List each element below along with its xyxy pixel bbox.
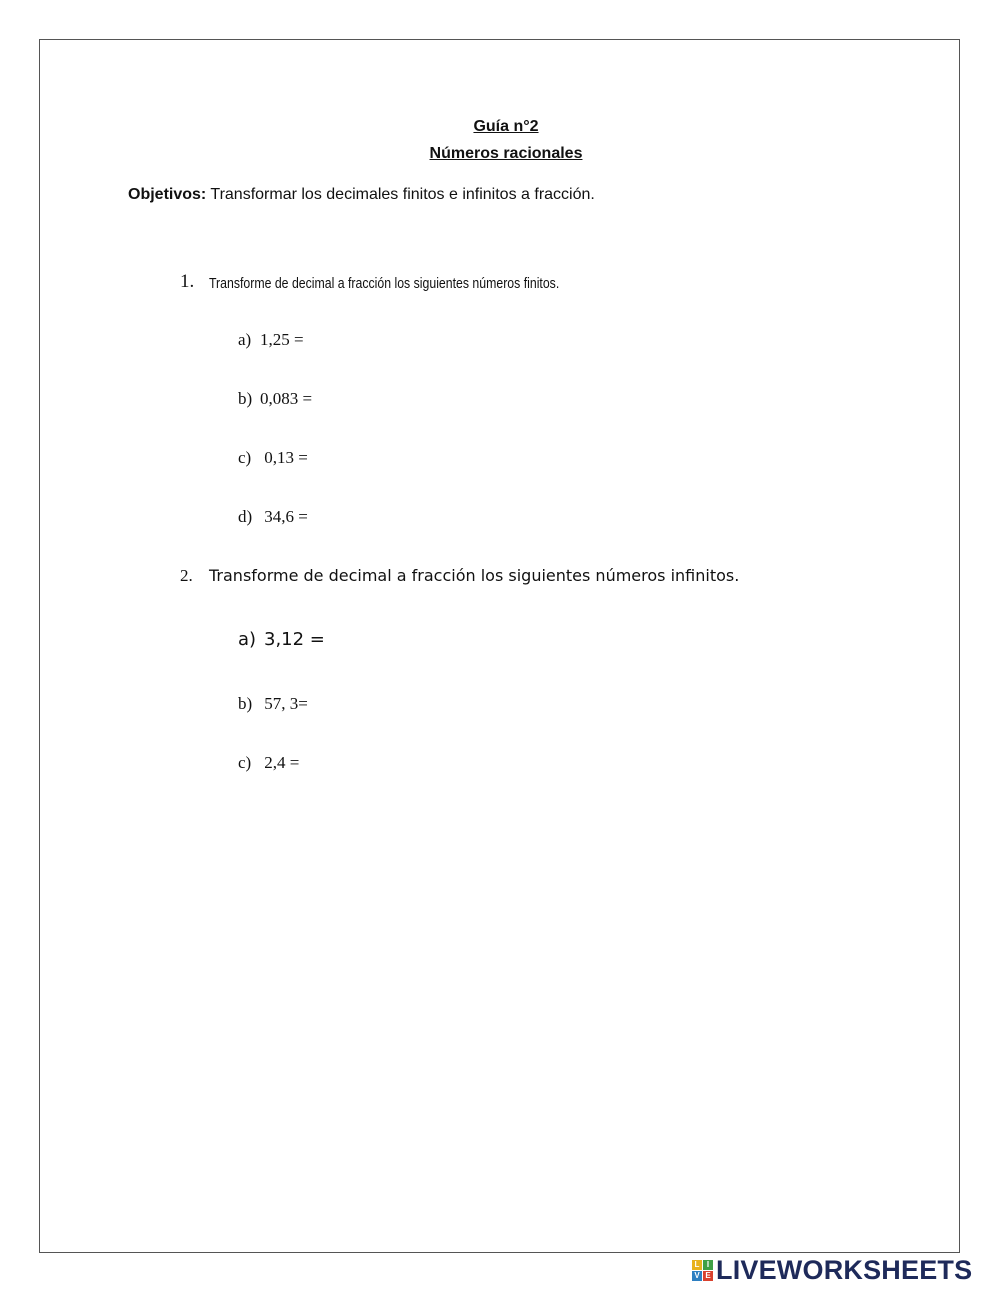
question-2-number: 2. (180, 566, 193, 585)
logo-tile: V (692, 1271, 702, 1281)
item-label: a) (238, 330, 252, 349)
objective-text: Transformar los decimales finitos e infinitos a fracción. (206, 186, 595, 203)
item-value: 2,4 = (260, 753, 300, 772)
item-label: d) (238, 507, 253, 526)
item-label: c) (238, 448, 252, 467)
question-2-item-c (238, 753, 299, 773)
page-subtitle: Números racionales (429, 145, 583, 162)
item-label: b) (238, 389, 253, 408)
item-value: 3,12 = (264, 629, 325, 650)
liveworksheets-logo (692, 1256, 972, 1284)
question-1-item-d (238, 507, 308, 527)
item-value: 1,25 = (260, 330, 304, 349)
objective (128, 186, 595, 204)
logo-tile: I (703, 1260, 713, 1270)
question-1-item-a (238, 330, 304, 350)
item-value: 0,083 = (260, 389, 313, 408)
page-border (39, 39, 960, 1253)
logo-text: LIVEWORKSHEETS (716, 1254, 973, 1285)
item-value: 34,6 = (260, 507, 308, 526)
item-label: c) (238, 753, 252, 772)
question-1-number: 1. (180, 271, 195, 292)
item-value: 57, 3= (260, 694, 308, 713)
question-1-item-b (238, 389, 312, 409)
question-2-text: Transforme de decimal a fracción los siguientes números infinitos. (209, 566, 740, 585)
question-1-item-c (238, 448, 308, 468)
question-2-item-b (238, 694, 308, 714)
question-2-item-a (238, 629, 325, 650)
logo-tile: E (703, 1271, 713, 1281)
item-label: a) (238, 629, 257, 650)
item-value: 0,13 = (260, 448, 308, 467)
objective-label: Objetivos: (128, 186, 207, 203)
logo-tile: L (692, 1260, 702, 1270)
question-1-text: Transforme de decimal a fracción los siguientes números finitos. (209, 275, 560, 292)
item-label: b) (238, 694, 253, 713)
logo-mark-icon (692, 1260, 713, 1281)
page-title: Guía n°2 (473, 118, 539, 135)
